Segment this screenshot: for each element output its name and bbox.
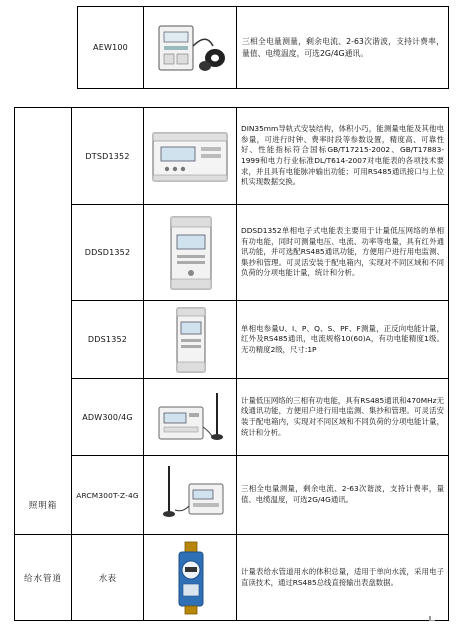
top-block-divider-1 (143, 6, 144, 89)
current-transformer-meter-icon (150, 12, 230, 82)
single-phase-din-meter-icon (155, 212, 227, 294)
lighting-category-label: 照明箱 (28, 501, 58, 511)
three-phase-din-meter-icon (148, 118, 232, 194)
ddsd1352-model-label: DDSD1352 (84, 248, 131, 257)
arcm300t-z-4g-description (237, 456, 448, 534)
aew100-model-label: AEW100 (93, 43, 128, 52)
aew100-description-text: 三相全电量测量，剩余电流、2-63次谐波，支持计费率，量值、电缆温度，可选2G/4G通讯。 (242, 37, 444, 58)
water-meter-icon (160, 540, 222, 616)
compact-din-meter-icon (160, 305, 222, 375)
water-meter-description-text: 计量表给水管道用水的体积总量，适用于单向水流，采用电子直读技术，通过RS485总线直接输出表盘数据。 (241, 566, 444, 587)
main-table-bottom-border (14, 620, 448, 621)
main-table-col-divider-2 (143, 107, 144, 621)
ddsd1352-description-text: DDSD1352单相电子式电能表主要用于计量低压网络的单相有功电能，同时可测量电压、电流、功率等电量，具有红外通讯功能，并可选配RS485通讯功能，方便用户进行用电监测、集抄和管理。可灵活安装于配电箱内，实现对不同区域和不同负荷的分项电能计量，统计和分析。 (241, 226, 444, 278)
adw300-4g-description (237, 379, 448, 455)
arcm300t-z-4g-description-text: 三相全电量测量，剩余电流、2-63次谐波，支持计费率，量值、电缆温度，可选2G/4G通讯。 (241, 484, 444, 504)
adw300-4g-model-label: ADW300/4G (82, 412, 133, 422)
water-meter-model-label: 水表 (98, 573, 117, 584)
top-block-bottom-border (77, 88, 449, 89)
top-block-divider-2 (236, 6, 237, 89)
adw300-4g-description-text: 计量低压网络的三相有功电能，具有RS485通讯和470MHz无线通讯功能，方便用户进行用电监测、集抄和管理。可灵活安装于配电箱内，实现对不同区域和不同负荷的分项电能计量，统计和分析。 (241, 395, 444, 437)
dtsd1352-model-label: DTSD1352 (85, 151, 130, 161)
corner-mark (429, 620, 435, 621)
top-block-right-border (448, 6, 449, 89)
residual-current-meter-antenna-icon (152, 460, 232, 530)
main-table-right-border (448, 107, 449, 621)
dds1352-description (237, 301, 448, 378)
aew100-description (238, 7, 448, 88)
dtsd1352-description-text: DIN35mm导轨式安装结构，体积小巧，能测量电能及其他电参量，可进行时钟、费率时段等参数设置，精度高、可靠性好、性能指标符合国标GB/T17215-2002、GB/T17883-1999和电力行业标准DL/T614-2007对电能表的各项技术要求，并且具有电能脉冲输出功能；可用RS485通讯接口与上位机实现数据交换。 (241, 124, 444, 187)
arcm300t-z-4g-model-label: ARCM300T-Z-4G (76, 490, 139, 500)
dtsd1352-description (237, 108, 448, 204)
dds1352-description-text: 单相电参量U、I、P、Q、S、PF、F测量，正反向电能计量，红外及RS485通讯，电流规格10(60)A，有功电能精度1级。无功精度2级，尺寸:1P (241, 323, 444, 354)
wireless-meter-antenna-icon (150, 385, 232, 449)
water-category-label: 给水管道 (23, 573, 62, 584)
dds1352-model-label: DDS1352 (87, 335, 128, 344)
ddsd1352-description (237, 205, 448, 300)
water-meter-description (237, 535, 448, 620)
